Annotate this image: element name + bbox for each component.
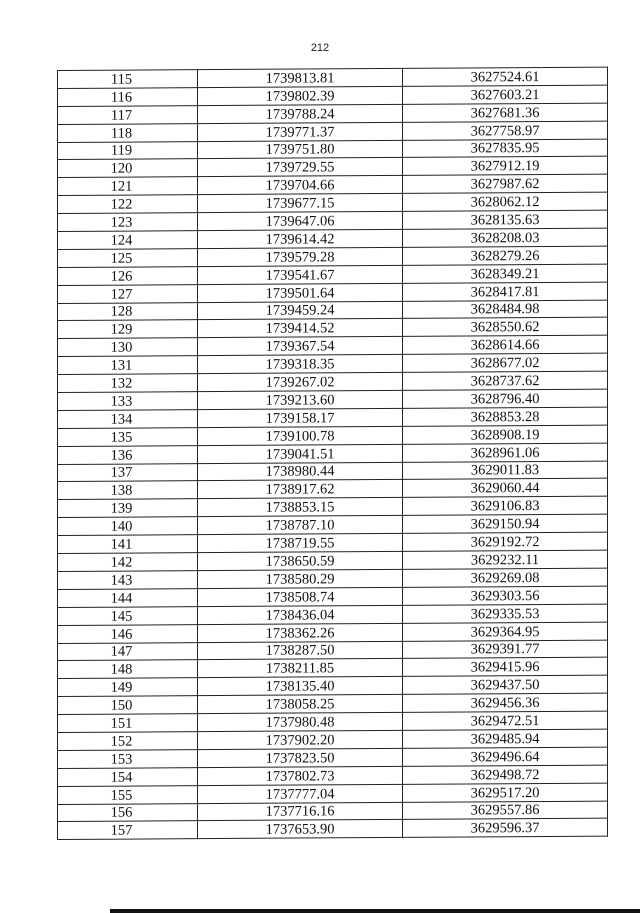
x-coordinate-cell: 1738362.26	[198, 623, 403, 642]
point-number-cell: 129	[58, 320, 198, 339]
y-coordinate-cell: 3629485.94	[403, 729, 608, 748]
point-number-cell: 142	[58, 553, 198, 572]
point-number-cell: 156	[58, 803, 198, 822]
y-coordinate-cell: 3628737.62	[403, 371, 608, 390]
point-number-cell: 145	[58, 606, 198, 625]
x-coordinate-cell: 1738917.62	[198, 480, 403, 499]
x-coordinate-cell: 1738853.15	[198, 498, 403, 517]
x-coordinate-cell: 1739771.37	[198, 122, 403, 141]
y-coordinate-cell: 3627758.97	[403, 121, 608, 140]
point-number-cell: 150	[58, 696, 198, 715]
point-number-cell: 116	[58, 88, 198, 107]
x-coordinate-cell: 1737802.73	[198, 766, 403, 785]
y-coordinate-cell: 3629192.72	[403, 532, 608, 551]
x-coordinate-cell: 1739813.81	[198, 68, 403, 87]
y-coordinate-cell: 3629011.83	[403, 461, 608, 480]
y-coordinate-cell: 3628279.26	[403, 246, 608, 265]
x-coordinate-cell: 1739788.24	[198, 104, 403, 123]
y-coordinate-cell: 3629437.50	[403, 675, 608, 694]
x-coordinate-cell: 1739100.78	[198, 426, 403, 445]
x-coordinate-cell: 1739579.28	[198, 247, 403, 266]
y-coordinate-cell: 3628135.63	[403, 210, 608, 229]
point-number-cell: 122	[58, 195, 198, 214]
x-coordinate-cell: 1739677.15	[198, 194, 403, 213]
point-number-cell: 140	[58, 517, 198, 536]
y-coordinate-cell: 3628208.03	[403, 228, 608, 247]
point-number-cell: 139	[58, 499, 198, 518]
y-coordinate-cell: 3627603.21	[403, 85, 608, 104]
x-coordinate-cell: 1738058.25	[198, 695, 403, 714]
x-coordinate-cell: 1737980.48	[198, 712, 403, 731]
x-coordinate-cell: 1737823.50	[198, 748, 403, 767]
y-coordinate-cell: 3629150.94	[403, 514, 608, 533]
point-number-cell: 123	[58, 213, 198, 232]
x-coordinate-cell: 1738980.44	[198, 462, 403, 481]
y-coordinate-cell: 3628908.19	[403, 425, 608, 444]
y-coordinate-cell: 3629364.95	[403, 622, 608, 641]
point-number-cell: 152	[58, 732, 198, 751]
point-number-cell: 135	[58, 427, 198, 446]
x-coordinate-cell: 1739213.60	[198, 390, 403, 409]
point-number-cell: 154	[58, 767, 198, 786]
y-coordinate-cell: 3628349.21	[403, 264, 608, 283]
x-coordinate-cell: 1739751.80	[198, 140, 403, 159]
point-number-cell: 136	[58, 445, 198, 464]
point-number-cell: 146	[58, 624, 198, 643]
y-coordinate-cell: 3628796.40	[403, 389, 608, 408]
y-coordinate-cell: 3628677.02	[403, 353, 608, 372]
x-coordinate-cell: 1737902.20	[198, 730, 403, 749]
point-number-cell: 134	[58, 410, 198, 429]
x-coordinate-cell: 1738787.10	[198, 516, 403, 535]
point-number-cell: 130	[58, 338, 198, 357]
point-number-cell: 143	[58, 571, 198, 590]
point-number-cell: 133	[58, 392, 198, 411]
x-coordinate-cell: 1739158.17	[198, 408, 403, 427]
x-coordinate-cell: 1739367.54	[198, 337, 403, 356]
y-coordinate-cell: 3629415.96	[403, 658, 608, 677]
point-number-cell: 155	[58, 785, 198, 804]
point-number-cell: 128	[58, 302, 198, 321]
point-number-cell: 125	[58, 249, 198, 268]
x-coordinate-cell: 1738508.74	[198, 587, 403, 606]
y-coordinate-cell: 3629496.64	[403, 747, 608, 766]
point-number-cell: 118	[58, 123, 198, 142]
x-coordinate-cell: 1739541.67	[198, 265, 403, 284]
y-coordinate-cell: 3628062.12	[403, 192, 608, 211]
x-coordinate-cell: 1739267.02	[198, 373, 403, 392]
y-coordinate-cell: 3629517.20	[403, 783, 608, 802]
y-coordinate-cell: 3629106.83	[403, 497, 608, 516]
y-coordinate-cell: 3629557.86	[403, 801, 608, 820]
y-coordinate-cell: 3629269.08	[403, 568, 608, 587]
x-coordinate-cell: 1737716.16	[198, 802, 403, 821]
x-coordinate-cell: 1739704.66	[198, 176, 403, 195]
page-number: 212	[310, 42, 330, 54]
y-coordinate-cell: 3628614.66	[403, 335, 608, 354]
x-coordinate-cell: 1737777.04	[198, 784, 403, 803]
coordinate-table-wrapper	[57, 67, 607, 841]
point-number-cell: 149	[58, 678, 198, 697]
y-coordinate-cell: 3628417.81	[403, 282, 608, 301]
y-coordinate-cell: 3628550.62	[403, 318, 608, 337]
point-number-cell: 144	[58, 588, 198, 607]
x-coordinate-cell: 1738436.04	[198, 605, 403, 624]
table-row	[58, 819, 608, 840]
point-number-cell: 126	[58, 266, 198, 285]
y-coordinate-cell: 3628961.06	[403, 443, 608, 462]
x-coordinate-cell: 1738287.50	[198, 641, 403, 660]
point-number-cell: 115	[58, 70, 198, 89]
y-coordinate-cell: 3628484.98	[403, 300, 608, 319]
x-coordinate-cell: 1739459.24	[198, 301, 403, 320]
point-number-cell: 131	[58, 356, 198, 375]
y-coordinate-cell: 3629232.11	[403, 550, 608, 569]
x-coordinate-cell: 1739501.64	[198, 283, 403, 302]
y-coordinate-cell: 3629391.77	[403, 640, 608, 659]
y-coordinate-cell: 3627524.61	[403, 67, 608, 86]
x-coordinate-cell: 1738135.40	[198, 677, 403, 696]
y-coordinate-cell: 3627987.62	[403, 174, 608, 193]
y-coordinate-cell: 3629498.72	[403, 765, 608, 784]
y-coordinate-cell: 3629303.56	[403, 586, 608, 605]
y-coordinate-cell: 3629060.44	[403, 479, 608, 498]
x-coordinate-cell: 1739729.55	[198, 158, 403, 177]
y-coordinate-cell: 3629456.36	[403, 693, 608, 712]
point-number-cell: 138	[58, 481, 198, 500]
x-coordinate-cell: 1738211.85	[198, 659, 403, 678]
coordinate-table	[57, 67, 608, 841]
y-coordinate-cell: 3627912.19	[403, 157, 608, 176]
y-coordinate-cell: 3629472.51	[403, 711, 608, 730]
point-number-cell: 124	[58, 231, 198, 250]
x-coordinate-cell: 1738650.59	[198, 551, 403, 570]
y-coordinate-cell: 3628853.28	[403, 407, 608, 426]
point-number-cell: 141	[58, 535, 198, 554]
y-coordinate-cell: 3629596.37	[403, 819, 608, 838]
x-coordinate-cell: 1738719.55	[198, 534, 403, 553]
x-coordinate-cell: 1739318.35	[198, 355, 403, 374]
point-number-cell: 132	[58, 374, 198, 393]
point-number-cell: 137	[58, 463, 198, 482]
point-number-cell: 127	[58, 284, 198, 303]
x-coordinate-cell: 1739041.51	[198, 444, 403, 463]
point-number-cell: 151	[58, 714, 198, 733]
x-coordinate-cell: 1739614.42	[198, 229, 403, 248]
point-number-cell: 119	[58, 141, 198, 160]
point-number-cell: 148	[58, 660, 198, 679]
point-number-cell: 120	[58, 159, 198, 178]
point-number-cell: 153	[58, 749, 198, 768]
point-number-cell: 121	[58, 177, 198, 196]
x-coordinate-cell: 1738580.29	[198, 569, 403, 588]
x-coordinate-cell: 1737653.90	[198, 820, 403, 839]
point-number-cell: 117	[58, 105, 198, 124]
y-coordinate-cell: 3629335.53	[403, 604, 608, 623]
coordinate-table-body	[58, 67, 608, 840]
scan-edge-rule	[110, 909, 640, 913]
y-coordinate-cell: 3627835.95	[403, 139, 608, 158]
x-coordinate-cell: 1739802.39	[198, 86, 403, 105]
x-coordinate-cell: 1739647.06	[198, 212, 403, 231]
point-number-cell: 147	[58, 642, 198, 661]
y-coordinate-cell: 3627681.36	[403, 103, 608, 122]
point-number-cell: 157	[58, 821, 198, 840]
x-coordinate-cell: 1739414.52	[198, 319, 403, 338]
